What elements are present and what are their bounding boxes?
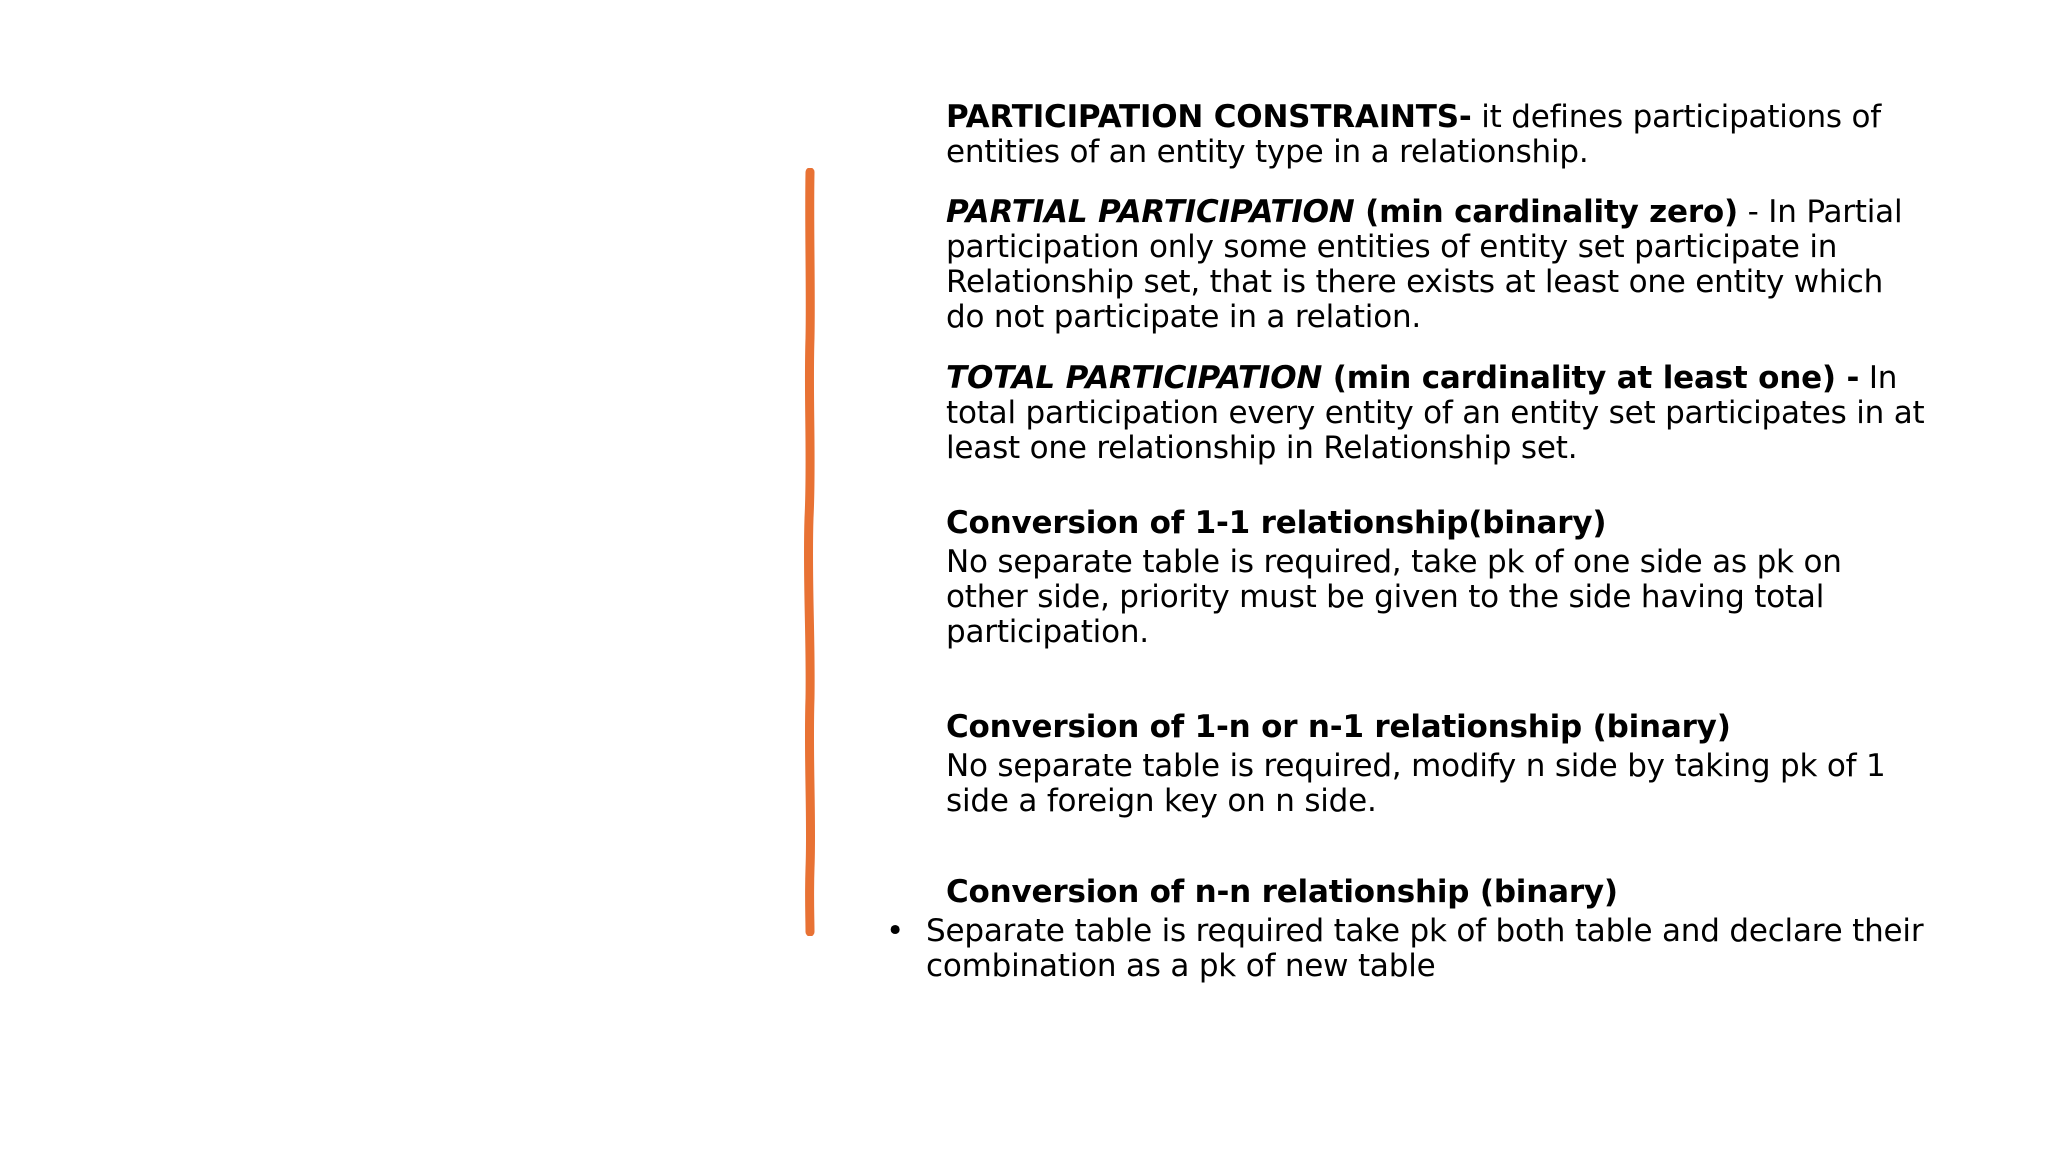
conversion-1-1-heading: Conversion of 1-1 relationship(binary) [946,505,1607,541]
conversion-1-n-body: No separate table is required, modify n side by taking pk of 1 side a foreign key on n side. [946,748,1886,819]
conversion-n-n-heading: Conversion of n-n relationship (binary) [946,874,1618,910]
conversion-1-n-section [946,708,1926,819]
conversion-n-n-bullet-text: Separate table is required take pk of both table and declare their combination as a pk of new table [926,913,1924,984]
conversion-n-n-bullet [886,913,1926,984]
slide-content [886,99,1926,984]
partial-participation-paragraph [946,195,1926,335]
total-participation-term: TOTAL PARTICIPATION [946,360,1323,396]
conversion-1-1-section [946,504,1926,650]
conversion-1-n-heading: Conversion of 1-n or n-1 relationship (binary) [946,709,1731,745]
accent-line [796,168,824,936]
participation-constraints-term: PARTICIPATION CONSTRAINTS- [946,99,1472,135]
total-participation-text: In total participation every entity of an entity set participates in at least one relationship in Relationship set. [946,360,1925,466]
bullet-dot-icon: • [886,913,905,949]
partial-participation-term: PARTIAL PARTICIPATION [946,194,1355,230]
total-participation-paragraph [946,361,1926,466]
conversion-1-1-body: No separate table is required, take pk of one side as pk on other side, priority must be given to the side having total participation. [946,544,1842,650]
total-participation-qualifier: (min cardinality at least one) - [1322,360,1860,396]
participation-constraints-text: it defines participations of entities of an entity type in a relationship. [946,99,1882,170]
participation-constraints-paragraph [946,100,1926,170]
partial-participation-text: - In Partial participation only some entities of entity set participate in Relationship set, that is there exists at least one entity which do not participate in a relation. [946,194,1903,335]
partial-participation-qualifier: (min cardinality zero) [1354,194,1738,230]
conversion-n-n-section [886,873,1926,984]
